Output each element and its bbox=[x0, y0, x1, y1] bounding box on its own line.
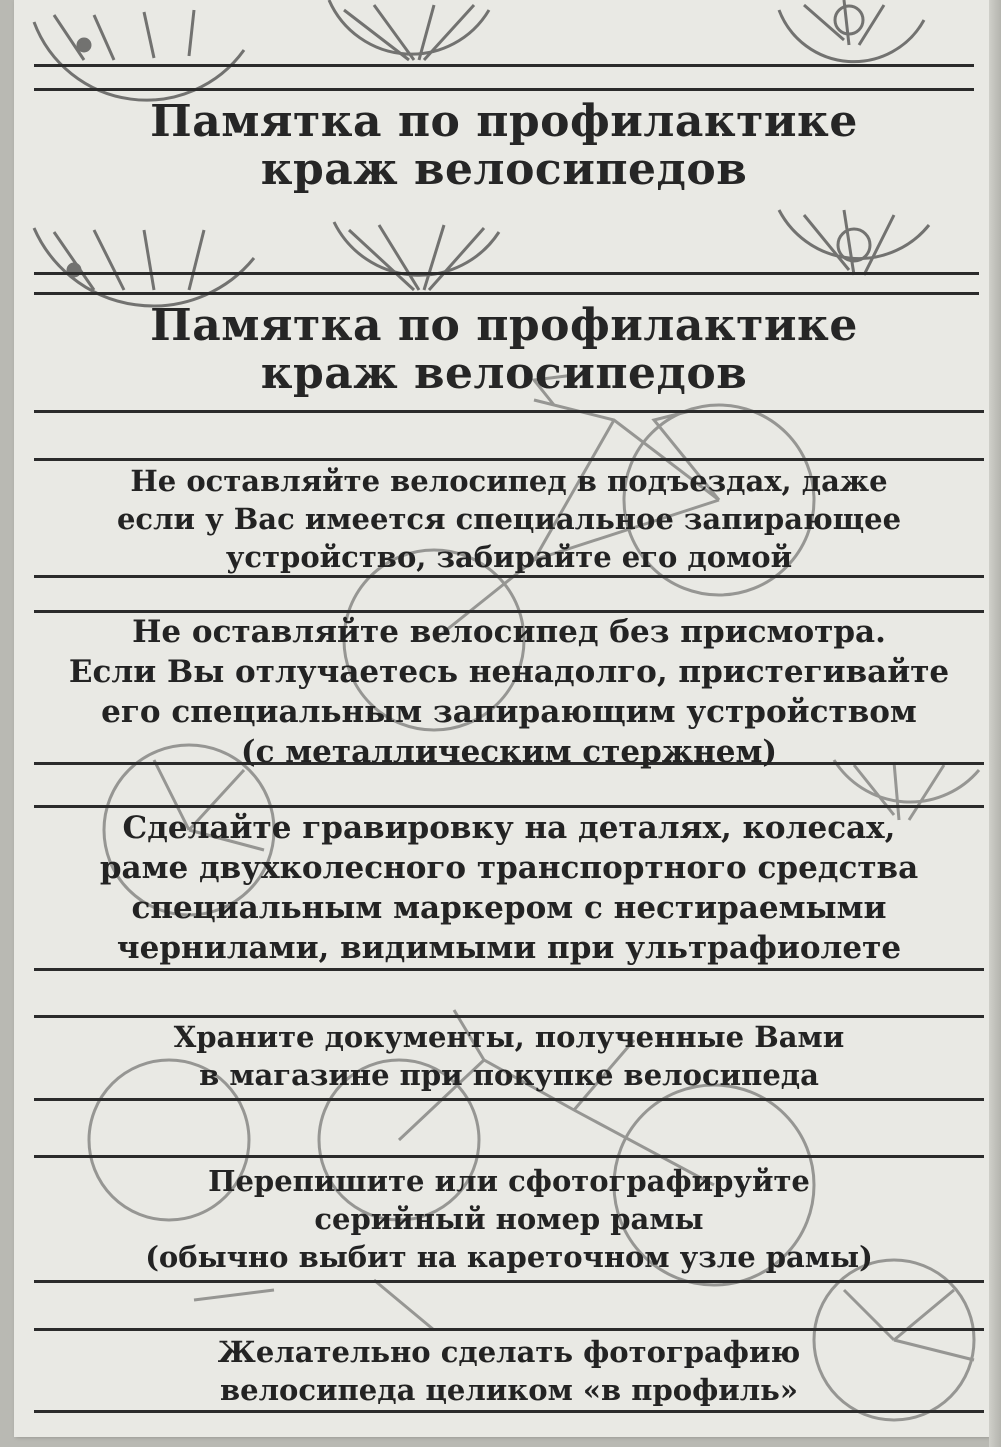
tip-line: Если Вы отлучаетесь ненадолго, пристегивайте bbox=[68, 654, 950, 690]
tip-block bbox=[54, 462, 964, 576]
divider-line bbox=[34, 1155, 984, 1158]
divider-line bbox=[34, 272, 979, 275]
tip-block bbox=[54, 1162, 964, 1276]
tip-block bbox=[54, 1333, 964, 1409]
tip-line: Перепишите или сфотографируйте bbox=[208, 1164, 810, 1198]
leaflet-title bbox=[74, 302, 934, 398]
wheel-fragment-icon bbox=[329, 0, 489, 60]
title-line: краж велосипедов bbox=[260, 144, 748, 195]
wheel-fragment-icon bbox=[779, 0, 924, 62]
divider-line bbox=[34, 458, 984, 461]
title-line: Памятка по профилактике bbox=[150, 300, 858, 351]
divider-line bbox=[34, 64, 974, 67]
wheel-fragment-icon bbox=[194, 1280, 434, 1330]
wheel-fragment-icon bbox=[334, 222, 499, 290]
tip-block bbox=[54, 1018, 964, 1094]
divider-line bbox=[34, 88, 974, 91]
tip-line: (обычно выбит на кареточном узле рамы) bbox=[145, 1240, 873, 1274]
tip-line: велосипеда целиком «в профиль» bbox=[220, 1373, 798, 1407]
divider-line bbox=[34, 1410, 984, 1413]
wheel-fragment-icon bbox=[34, 10, 244, 100]
tip-line: устройство, забирайте его домой bbox=[225, 540, 793, 574]
divider-line bbox=[34, 292, 979, 295]
tip-line: серийный номер рамы bbox=[314, 1202, 704, 1236]
tip-line: Не оставляйте велосипед без присмотра. bbox=[132, 614, 886, 650]
title-line: краж велосипедов bbox=[260, 348, 748, 399]
divider-line bbox=[34, 1098, 984, 1101]
divider-line bbox=[34, 1280, 984, 1283]
tip-line: Храните документы, полученные Вами bbox=[173, 1020, 845, 1054]
divider-line bbox=[34, 1328, 984, 1331]
table-edge bbox=[989, 0, 1001, 1447]
leaflet-title-upper bbox=[74, 98, 934, 194]
tip-line: специальным маркером с нестираемыми bbox=[131, 890, 887, 926]
wheel-fragment-icon bbox=[779, 210, 929, 275]
divider-line bbox=[34, 410, 984, 413]
divider-line bbox=[34, 968, 984, 971]
tip-line: Сделайте гравировку на деталях, колесах, bbox=[122, 810, 896, 846]
tip-line: его специальным запирающим устройством bbox=[101, 694, 917, 730]
tip-block bbox=[54, 808, 964, 968]
tip-line: чернилами, видимыми при ультрафиолете bbox=[116, 930, 902, 966]
leaflet-sheet bbox=[14, 0, 989, 1437]
tip-line: если у Вас имеется специальное запирающее bbox=[116, 502, 902, 536]
tip-block bbox=[54, 612, 964, 772]
tip-line: Желательно сделать фотографию bbox=[217, 1335, 801, 1369]
tip-line: (с металлическим стержнем) bbox=[240, 734, 778, 770]
tip-line: в магазине при покупке велосипеда bbox=[199, 1058, 819, 1092]
tip-line: раме двухколесного транспортного средства bbox=[99, 850, 919, 886]
title-line: Памятка по профилактике bbox=[150, 96, 858, 147]
tip-line: Не оставляйте велосипед в подъездах, даже bbox=[130, 464, 888, 498]
